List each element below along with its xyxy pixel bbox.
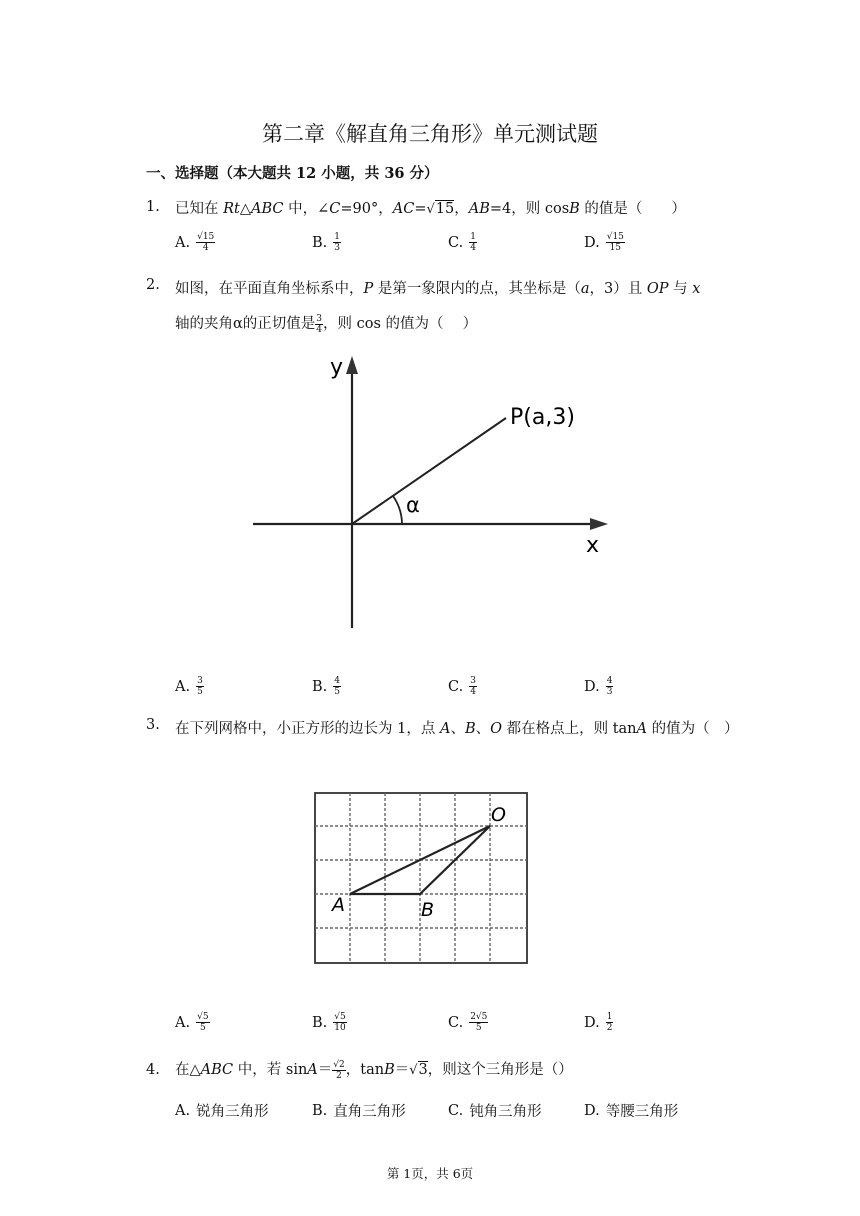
angle-alpha-label: α [406,493,420,517]
q4-option-a[interactable]: A. 锐角三角形 [175,1102,269,1120]
q1-option-d[interactable]: D. $\frac{√15}{15}$ [584,232,624,253]
q3-number: 3. [146,717,160,733]
q4-option-c[interactable]: C. 钝角三角形 [448,1102,542,1120]
label-o: O [491,804,506,826]
q2-stem-line2: 轴的夹角α的正切值是 $\frac{3}{4}$ ，则 cos 的值为（ ） [175,313,478,335]
q1-stem: 已知在 Rt△ABC 中，∠C=90°，AC=√15，AB=4，则 cosB 的值是（ ） [175,201,686,217]
page-title: 第二章《解直角三角形》单元测试题 [262,122,598,146]
q3-option-d[interactable]: D. $\frac{1}{2}$ [584,1012,613,1033]
label-b: B [421,899,435,921]
page-footer: 第 1页，共 6页 [386,1166,474,1181]
y-axis-label: y [330,355,344,380]
ray-op [352,418,506,524]
q2-number: 2. [146,277,160,293]
q3-option-a[interactable]: A. $\frac{√5}{5}$ [175,1012,209,1033]
q3-option-c[interactable]: C. $\frac{2√5}{5}$ [448,1012,488,1033]
y-axis-arrow [346,356,358,374]
q2-stem-line1: 如图，在平面直角坐标系中，P 是第一象限内的点，其坐标是（a，3）且 OP 与 x [175,281,701,297]
q2-option-b[interactable]: B. $\frac{4}{5}$ [312,676,340,697]
q1-number: 1. [146,199,160,215]
q2-option-a[interactable]: A. $\frac{3}{5}$ [175,676,203,697]
q1-option-a[interactable]: A. $\frac{√15}{4}$ [175,232,215,253]
label-a: A [332,894,345,916]
grid-figure [310,788,535,968]
x-axis-label: x [586,533,600,558]
q3-stem: 在下列网格中，小正方形的边长为 1，点 A、B、O 都在格点上，则 tanA 的值为（ ） [175,721,739,737]
section-heading: 一、选择题（本大题共 12 小题，共 36 分） [146,165,439,182]
q1-option-b[interactable]: B. $\frac{1}{3}$ [312,232,340,253]
coordinate-figure [248,350,618,635]
q2-option-d[interactable]: D. $\frac{4}{3}$ [584,676,613,697]
point-p-label: P(a,3) [510,405,575,430]
q4-option-d[interactable]: D. 等腰三角形 [584,1102,679,1120]
q4-number: 4. [146,1062,160,1078]
angle-arc [393,496,402,524]
q4-stem: 在△ABC 中，若 sinA＝ $\frac{√2}{2}$ ，tanB＝√3，则这个三角形是（） [175,1059,573,1081]
q2-option-c[interactable]: C. $\frac{3}{4}$ [448,676,476,697]
q3-option-b[interactable]: B. $\frac{√5}{10}$ [312,1012,346,1033]
x-axis-arrow [590,518,608,530]
q4-option-b[interactable]: B. 直角三角形 [312,1102,406,1120]
q1-option-c[interactable]: C. $\frac{1}{4}$ [448,232,476,253]
